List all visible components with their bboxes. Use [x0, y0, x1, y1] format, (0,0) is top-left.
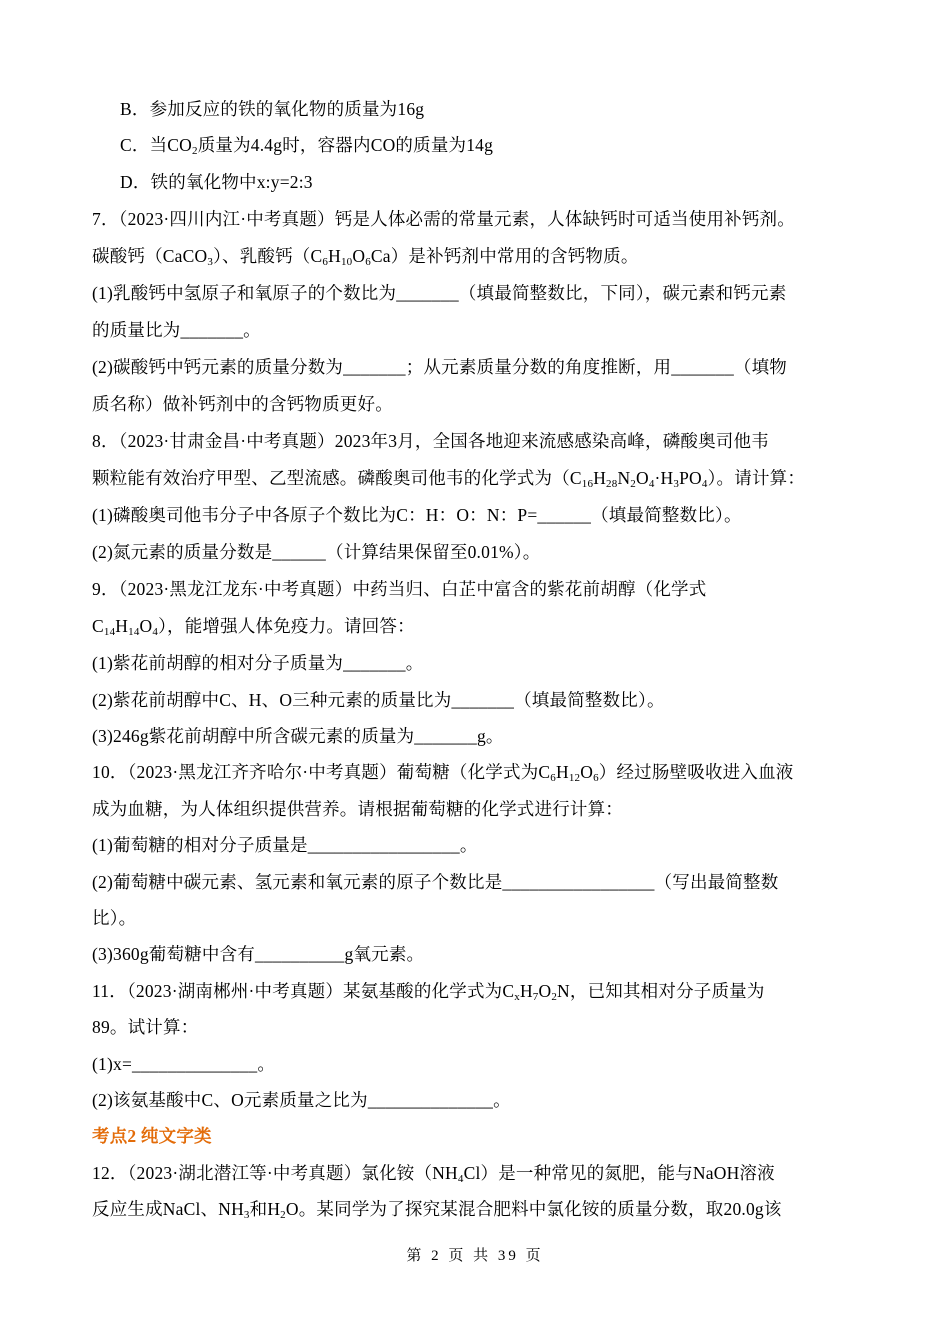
- question-10-line-1: 10．（2023·黑龙江齐齐哈尔·中考真题）葡萄糖（化学式为$C_6H_{12}O_6$）经过肠壁吸收进入血液: [92, 762, 794, 784]
- question-7-line-4: 的质量比为_______。: [92, 320, 261, 340]
- question-9-line-5: (3)246g紫花前胡醇中所含碳元素的质量为_______g。: [92, 726, 504, 746]
- question-11-line-1: 11．（2023·湖南郴州·中考真题）某氨基酸的化学式为$C_xH_7O_2N$，已知其相对分子质量为: [92, 981, 765, 1003]
- question-7-line-6: 质名称）做补钙剂中的含钙物质更好。: [92, 394, 393, 414]
- question-10-line-2: 成为血糖，为人体组织提供营养。请根据葡萄糖的化学式进行计算：: [92, 799, 623, 819]
- page-number-footer: 第 2 页 共 39 页: [406, 1248, 544, 1264]
- question-12-line-2: 反应生成NaCl、$NH_3$和$H_2O$。某同学为了探究某混合肥料中氯化铵的质量分数，取20.0g该: [92, 1199, 782, 1221]
- question-7-line-1: 7．（2023·四川内江·中考真题）钙是人体必需的常量元素，人体缺钙时可适当使用补钙剂。: [92, 209, 795, 229]
- question-10-line-3: (1)葡萄糖的相对分子质量是_________________。: [92, 835, 478, 855]
- question-12-line-1: 12．（2023·湖北潜江等·中考真题）氯化铵$(NH_4Cl)$是一种常见的氮肥，能与NaOH溶液: [92, 1163, 775, 1185]
- question-11-line-2: 89。试计算：: [92, 1017, 199, 1037]
- option-c: C．当$CO_2$质量为4.4g时，容器内CO的质量为14g: [120, 135, 494, 157]
- question-11-line-3: (1)x=______________。: [92, 1054, 276, 1074]
- question-9-line-4: (2)紫花前胡醇中C、H、O三种元素的质量比为_______（填最简整数比）。: [92, 690, 665, 710]
- question-10-line-5: 比）。: [92, 908, 137, 928]
- option-b: B．参加反应的铁的氧化物的质量为16g: [120, 99, 425, 119]
- question-8-line-4: (2)氮元素的质量分数是______（计算结果保留至0.01%）。: [92, 542, 541, 562]
- question-9-line-2: $C_{14}H_{14}O_4$），能增强人体免疫力。请回答：: [92, 616, 415, 638]
- question-8-line-1: 8．（2023·甘肃金昌·中考真题）2023年3月，全国各地迎来流感感染高峰，磷酸奥司他韦: [92, 431, 769, 451]
- question-8-line-3: (1)磷酸奥司他韦分子中各原子个数比为C：H：O：N：P=______（填最简整数比）。: [92, 505, 742, 525]
- question-7-line-5: (2)碳酸钙中钙元素的质量分数为_______；从元素质量分数的角度推断，用_______（填物: [92, 357, 788, 377]
- question-11-line-4: (2)该氨基酸中C、O元素质量之比为______________。: [92, 1090, 511, 1110]
- question-7-line-2: 碳酸钙（CaCO$_3$）、乳酸钙$(C_6H_{10}O_6Ca)$是补钙剂中常用的含钙物质。: [92, 246, 639, 268]
- question-9-line-3: (1)紫花前胡醇的相对分子质量为_______。: [92, 653, 424, 673]
- question-10-line-4: (2)葡萄糖中碳元素、氢元素和氧元素的原子个数比是_________________（写出最简整数: [92, 872, 779, 892]
- question-8-line-2: 颗粒能有效治疗甲型、乙型流感。磷酸奥司他韦的化学式为$(C_{16}H_{28}N_2O_4\cdot H_3PO_4)$。请计算：: [92, 468, 806, 490]
- question-10-line-6: (3)360g葡萄糖中含有__________g氧元素。: [92, 944, 425, 964]
- question-7-line-3: (1)乳酸钙中氢原子和氧原子的个数比为_______（填最简整数比，下同），碳元素和钙元素: [92, 283, 787, 303]
- question-9-line-1: 9．（2023·黑龙江龙东·中考真题）中药当归、白芷中富含的紫花前胡醇（化学式: [92, 579, 707, 599]
- option-d: D．铁的氧化物中x:y=2:3: [120, 172, 313, 192]
- section-heading: 考点2 纯文字类: [92, 1126, 212, 1146]
